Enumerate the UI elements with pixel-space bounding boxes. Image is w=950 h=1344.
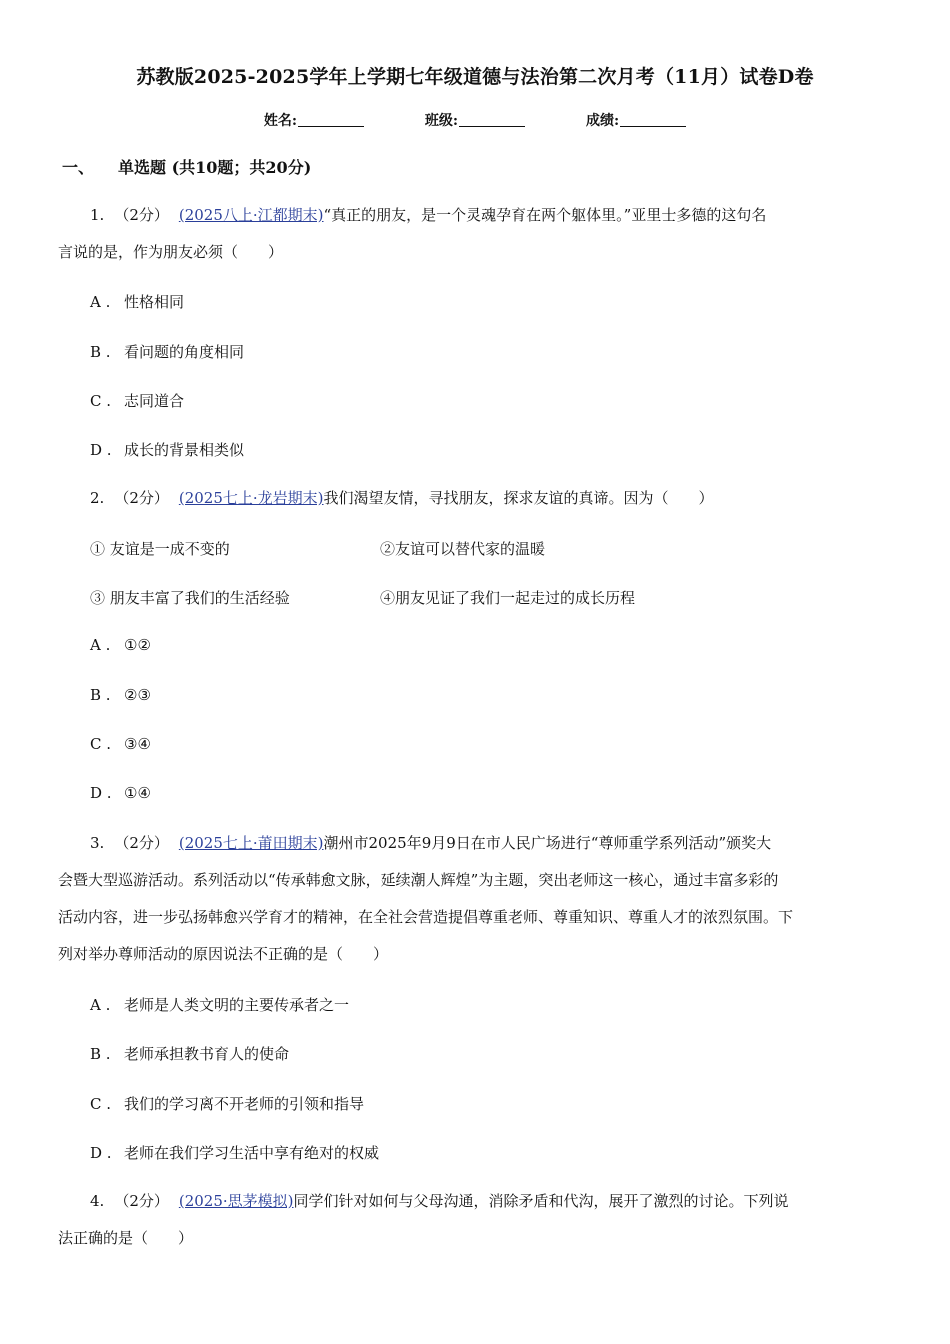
grade-blank[interactable]: [620, 112, 686, 127]
statement-1: ① 友谊是一成不变的: [90, 540, 230, 558]
question-text: 会暨大型巡游活动。系列活动以“传承韩愈文脉，延续潮人辉煌”为主题，突出老师这一核心，通过丰富多彩的: [58, 871, 779, 889]
question-text: 列对举办尊师活动的原因说法不正确的是（ ）: [58, 945, 389, 963]
option-a[interactable]: [90, 636, 151, 654]
option-letter: B .: [90, 343, 111, 361]
option-text: 志同道合: [124, 392, 185, 410]
question-source-link[interactable]: (2025七上·莆田期末): [178, 834, 324, 852]
question-2: [58, 480, 894, 517]
option-letter: B .: [90, 1045, 111, 1063]
statement-4: ④朋友见证了我们一起走过的成长历程: [380, 589, 636, 607]
option-letter: C .: [90, 1095, 112, 1113]
question-text: 法正确的是（ ）: [58, 1229, 194, 1247]
option-text: 性格相同: [124, 293, 185, 311]
question-source-link[interactable]: (2025八上·江都期末): [178, 206, 324, 224]
option-text: ②③: [124, 686, 151, 704]
option-letter: A .: [90, 636, 111, 654]
question-1: [58, 197, 894, 271]
option-text: 老师是人类文明的主要传承者之一: [124, 996, 350, 1014]
option-text: 我们的学习离不开老师的引领和指导: [124, 1095, 365, 1113]
question-4: [58, 1183, 894, 1257]
option-text: ①④: [124, 784, 151, 802]
option-c[interactable]: [90, 735, 151, 753]
section-label: 单选题 (共10题；共20分): [118, 158, 312, 177]
option-letter: D .: [90, 441, 112, 459]
option-letter: A .: [90, 293, 111, 311]
class-label: 班级:: [424, 113, 459, 129]
option-letter: D .: [90, 1144, 112, 1162]
question-score: （2分）: [114, 489, 169, 507]
statement-2: ②友谊可以替代家的温暖: [380, 540, 546, 558]
option-a[interactable]: [90, 291, 184, 312]
option-d[interactable]: [90, 784, 151, 802]
option-text: ①②: [124, 636, 151, 654]
option-b[interactable]: [90, 341, 244, 362]
option-d[interactable]: [90, 1142, 379, 1163]
question-text: 我们渴望友情，寻找朋友，探求友谊的真谛。因为（ ）: [323, 489, 714, 507]
option-c[interactable]: [90, 390, 184, 411]
option-text: 成长的背景相类似: [124, 441, 245, 459]
option-a[interactable]: [90, 994, 349, 1015]
question-number: 1.: [90, 206, 105, 224]
option-text: ③④: [124, 735, 151, 753]
question-score: （2分）: [114, 834, 169, 852]
grade-label: 成绩:: [585, 113, 620, 129]
option-letter: B .: [90, 686, 111, 704]
grade-field[interactable]: [586, 110, 686, 130]
question-text: 活动内容，进一步弘扬韩愈兴学育才的精神，在全社会营造提倡尊重老师、尊重知识、尊重人才的浓烈氛围。下: [58, 908, 794, 926]
section-number: 一、: [62, 158, 95, 177]
question-3: [58, 825, 894, 973]
question-score: （2分）: [114, 206, 169, 224]
option-letter: D .: [90, 784, 112, 802]
student-info-row: [0, 110, 950, 130]
option-b[interactable]: [90, 1043, 289, 1064]
option-letter: C .: [90, 392, 112, 410]
section-heading: [62, 155, 311, 178]
question-text: 言说的是，作为朋友必须（ ）: [58, 243, 284, 261]
question-text: 潮州市2025年9月9日在市人民广场进行“尊师重学系列活动”颁奖大: [323, 834, 772, 852]
option-text: 老师承担教书育人的使命: [124, 1045, 290, 1063]
class-blank[interactable]: [459, 112, 525, 127]
class-field[interactable]: [425, 110, 525, 130]
question-number: 3.: [90, 834, 105, 852]
name-label: 姓名:: [263, 113, 298, 129]
option-text: 老师在我们学习生活中享有绝对的权威: [124, 1144, 380, 1162]
question-number: 4.: [90, 1192, 105, 1210]
question-number: 2.: [90, 489, 105, 507]
question-source-link[interactable]: (2025七上·龙岩期末): [178, 489, 324, 507]
option-b[interactable]: [90, 686, 151, 704]
name-blank[interactable]: [298, 112, 364, 127]
exam-title: 苏教版2025-2025学年上学期七年级道德与法治第二次月考（11月）试卷D卷: [136, 66, 814, 88]
question-source-link[interactable]: (2025·思茅模拟): [178, 1192, 294, 1210]
question-score: （2分）: [114, 1192, 169, 1210]
question-text: 同学们针对如何与父母沟通，消除矛盾和代沟，展开了激烈的讨论。下列说: [293, 1192, 789, 1210]
option-letter: C .: [90, 735, 112, 753]
option-d[interactable]: [90, 439, 244, 460]
question-text: “真正的朋友，是一个灵魂孕育在两个躯体里。”亚里士多德的这句名: [323, 206, 767, 224]
statement-3: ③ 朋友丰富了我们的生活经验: [90, 589, 290, 607]
option-letter: A .: [90, 996, 111, 1014]
option-text: 看问题的角度相同: [124, 343, 245, 361]
name-field[interactable]: [264, 110, 364, 130]
option-c[interactable]: [90, 1093, 364, 1114]
